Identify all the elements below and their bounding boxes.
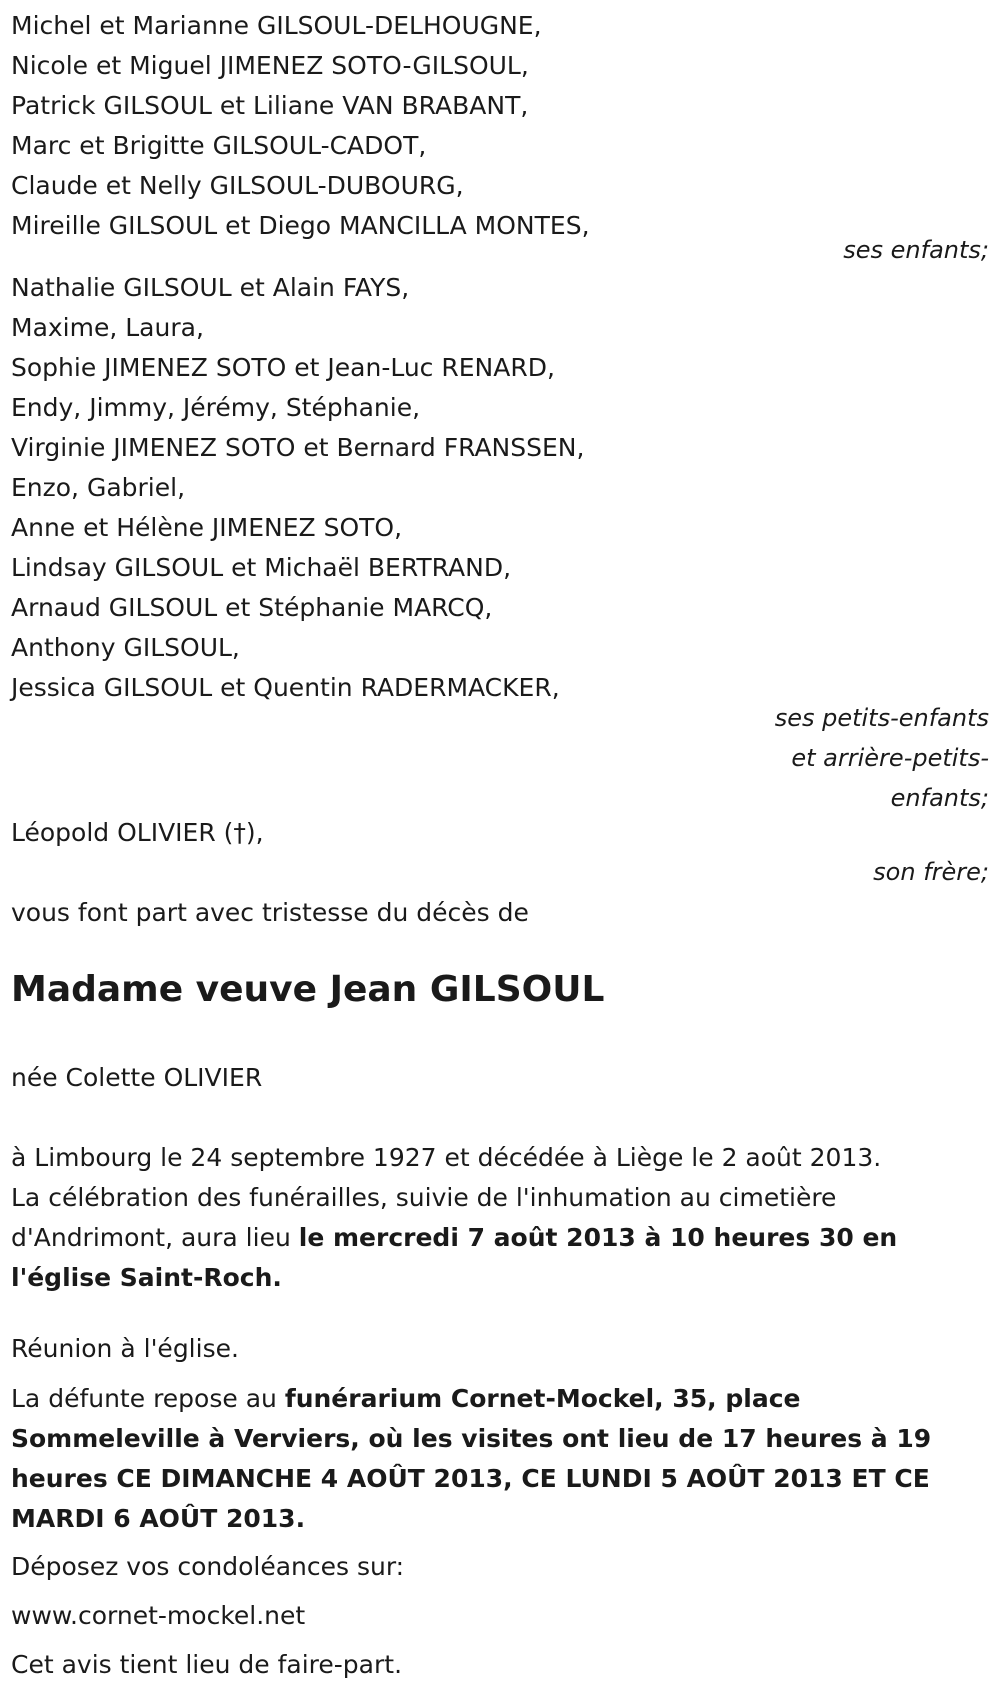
notice-text: Cet avis tient lieu de faire-part. [11,1650,403,1679]
relation-grandchildren [749,698,989,818]
family-line: Lindsay GILSOUL et Michaël BERTRAND, [11,553,512,582]
family-line: Nicole et Miguel JIMENEZ SOTO-GILSOUL, [11,51,529,80]
relation-line: et arrière-petits- [791,744,989,772]
children-list [11,6,989,246]
relation-line: ses petits-enfants [774,704,989,732]
family-line: Endy, Jimmy, Jérémy, Stéphanie, [11,393,421,422]
family-line: Jessica GILSOUL et Quentin RADERMACKER, [11,673,560,702]
family-line: Nathalie GILSOUL et Alain FAYS, [11,273,410,302]
ceremony-bold: le mercredi 7 août 2013 à 10 heures 30 en l'église Saint-Roch. [11,1223,898,1292]
reunion-text: Réunion à l'église. [11,1334,239,1363]
birth-death-text: à Limbourg le 24 septembre 1927 et décédée à Liège le 2 août 2013. [11,1143,882,1172]
family-line: Michel et Marianne GILSOUL-DELHOUGNE, [11,11,542,40]
family-line: Patrick GILSOUL et Liliane VAN BRABANT, [11,91,529,120]
deceased-name: Madame veuve Jean GILSOUL [11,969,605,1010]
relation-sibling: son frère; [873,858,989,886]
rests-bold: funérarium Cornet-Mockel, 35, place Sommeleville à Verviers, où les visites ont lieu de 17 heures à 19 heures CE DIMANCHE 4 AOÛT 2013, CE LUNDI 5 AOÛT 2013 ET CE MARDI 6 AOÛT 2013. [11,1384,932,1533]
family-line: Sophie JIMENEZ SOTO et Jean-Luc RENARD, [11,353,555,382]
relation-line: enfants; [890,784,989,812]
sibling-line: Léopold OLIVIER (†), [11,818,264,847]
grandchildren-list [11,268,989,708]
rests-plain: La défunte repose au [11,1384,285,1413]
intro-text: vous font part avec tristesse du décès de [11,898,529,927]
born-name: née Colette OLIVIER [11,1063,263,1092]
family-line: Anne et Hélène JIMENEZ SOTO, [11,513,403,542]
relation-children: ses enfants; [843,236,989,264]
family-line: Anthony GILSOUL, [11,633,240,662]
family-line: Arnaud GILSOUL et Stéphanie MARCQ, [11,593,493,622]
ceremony-plain: La célébration des funérailles, suivie de l'inhumation au cimetière d'Andrimont, aura lieu [11,1183,837,1252]
family-line: Maxime, Laura, [11,313,204,342]
family-line: Claude et Nelly GILSOUL-DUBOURG, [11,171,464,200]
website-link[interactable]: www.cornet-mockel.net [11,1601,306,1630]
family-line: Mireille GILSOUL et Diego MANCILLA MONTES, [11,211,590,240]
family-line: Enzo, Gabriel, [11,473,186,502]
ceremony-text [11,1178,971,1298]
family-line: Marc et Brigitte GILSOUL-CADOT, [11,131,427,160]
family-line: Virginie JIMENEZ SOTO et Bernard FRANSSEN, [11,433,585,462]
condolences-text: Déposez vos condoléances sur: [11,1552,405,1581]
rests-text [11,1379,971,1539]
